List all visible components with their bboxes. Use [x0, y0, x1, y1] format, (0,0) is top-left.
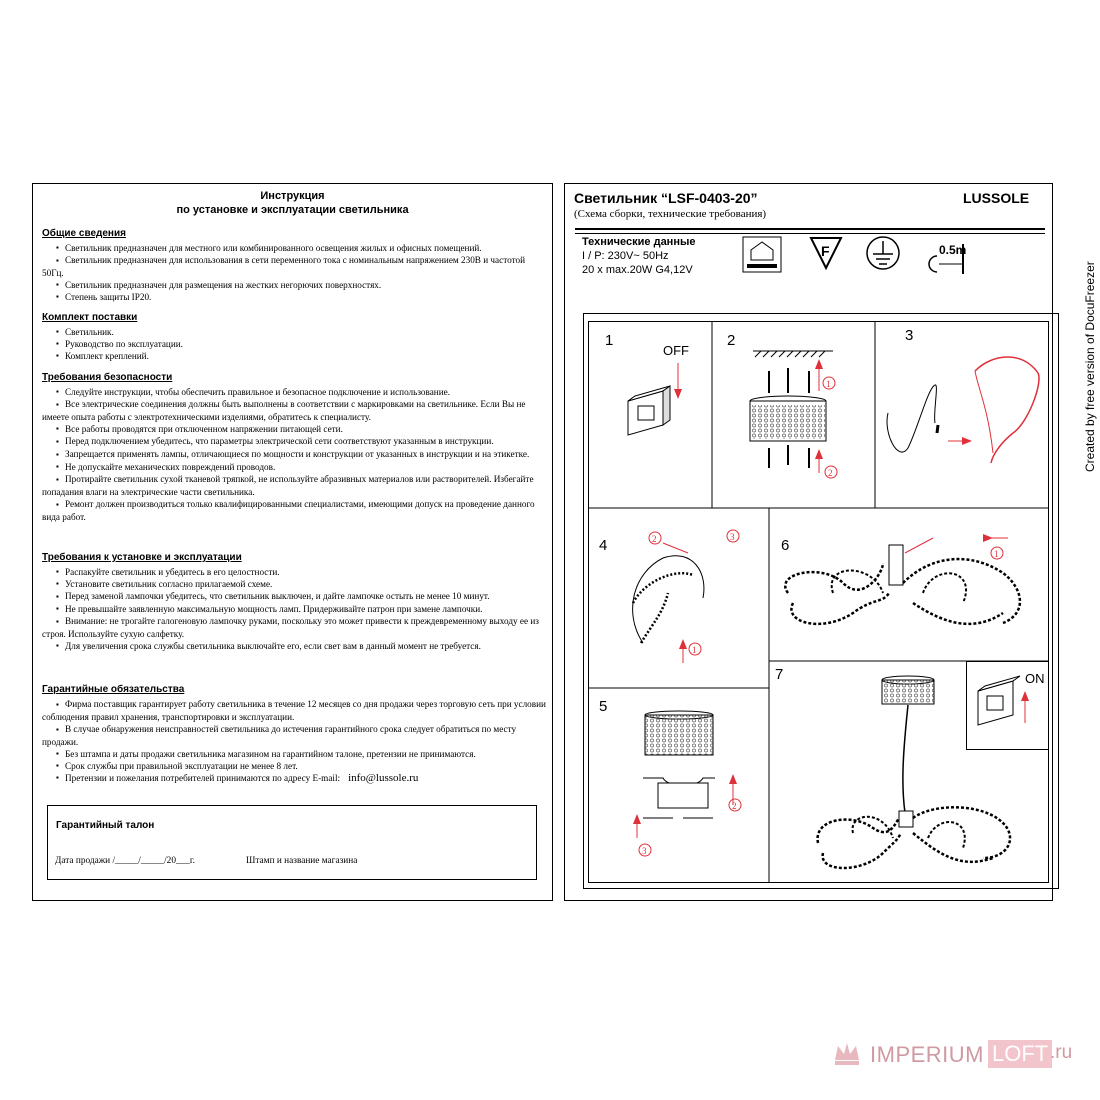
- svg-text:3: 3: [730, 532, 735, 542]
- list-item: ▪ Запрещается применять лампы, отличающиеся по мощности и конструкции от указанных в инструкции и на этикетке.: [56, 449, 530, 459]
- svg-text:2: 2: [652, 534, 657, 544]
- svg-text:1: 1: [826, 379, 831, 389]
- distance-icon: [929, 243, 966, 274]
- list-item: ▪ Комплект креплений.: [56, 351, 149, 361]
- list-item: ▪ Все электрические соединения должны быть выполнены в соответствии с маркировками на светильнике. Если Вы не имеете опыта работы с электротехническими изделиями, обратитесь к специалисту.: [42, 399, 526, 422]
- section-heading: Требования безопасности: [42, 372, 173, 383]
- canopy-install-icon: [633, 711, 737, 838]
- step-7: 7: [775, 666, 784, 683]
- divider: [575, 228, 1045, 230]
- list-item: ▪ Ремонт должен производиться только квалифицированными специалистами, имеющими допуск на проведение данного вида работ.: [42, 499, 535, 522]
- section-heading: Требования к установке и эксплуатации: [42, 552, 242, 563]
- list-item: ▪ Без штампа и даты продажи светильника магазином на гарантийном талоне, претензии не принимаются.: [56, 749, 476, 759]
- logo-part3: .ru: [1050, 1042, 1073, 1063]
- callout-6: [991, 547, 1003, 559]
- list-item: ▪ Светильник предназначен для размещения на жестких негорючих поверхностях.: [56, 280, 382, 290]
- svg-text:2: 2: [732, 801, 737, 811]
- warranty-title: Гарантийный талон: [56, 820, 155, 831]
- section-heading: Общие сведения: [42, 228, 126, 239]
- mount-plate-icon: [750, 351, 833, 473]
- list-item: ▪ Претензии и пожелания потребителей принимаются по адресу E-mail: info@lussole.ru: [56, 772, 419, 784]
- section-safety: [42, 372, 547, 523]
- instruction-panel: [32, 183, 553, 901]
- f-mark-icon: [811, 238, 841, 268]
- callout-4c: [689, 643, 701, 655]
- spec-power: I / P: 230V~ 50Hz: [582, 250, 669, 262]
- svg-text:1: 1: [994, 549, 999, 559]
- step-3: 3: [905, 327, 914, 344]
- switch-off-icon: [628, 363, 682, 435]
- svg-text:2: 2: [828, 468, 833, 478]
- house-mark-icon: [743, 237, 781, 272]
- list-item: ▪ Светильник предназначен для использования в сети переменного тока с номинальным напряжением 230В и частотой 50Гц.: [42, 255, 525, 278]
- email-text: info@lussole.ru: [348, 772, 419, 784]
- instruction-subtitle: по установке и эксплуатации светильника: [176, 204, 409, 216]
- callout-2b: [825, 466, 837, 478]
- section-guarantee: [42, 684, 547, 784]
- logo-part2: LOFT: [988, 1040, 1052, 1068]
- list-item: ▪ Все работы проводятся при отключенном напряжении питающей сети.: [56, 424, 343, 434]
- svg-text:F: F: [821, 243, 830, 259]
- svg-text:3: 3: [642, 846, 647, 856]
- list-item: ▪ Срок службы при правильной эксплуатации не менее 8 лет.: [56, 761, 298, 771]
- chandelier-icon-6: [785, 534, 1020, 624]
- wire-icon: [887, 357, 1039, 463]
- distance-label: 0.5m: [939, 243, 967, 257]
- assembly-diagram: [583, 313, 1063, 891]
- list-item: ▪ Внимание: не трогайте галогеновую лампочку руками, поскольку это может привести к преждевременному выходу ее из строя. Используйте сухую салфетку.: [42, 616, 539, 639]
- crown-logo-icon: [830, 1038, 864, 1068]
- callout-5a: [729, 799, 741, 811]
- list-item: ▪ Перед заменой лампочки убедитесь, что светильник выключен, и дайте лампочке остыть не менее 10 минут.: [56, 591, 490, 601]
- step-4: 4: [599, 537, 608, 554]
- scheme-subtitle: (Схема сборки, технические требования): [574, 208, 767, 220]
- step-2: 2: [727, 332, 736, 349]
- spec-icons: [741, 234, 971, 276]
- section-general: [42, 228, 547, 303]
- off-label: OFF: [663, 343, 689, 358]
- svg-text:1: 1: [692, 645, 697, 655]
- list-item: ▪ Светильник предназначен для местного или комбинированного освещения жилых и офисных помещений.: [56, 243, 482, 253]
- stamp-field: Штамп и название магазина: [246, 856, 358, 866]
- section-heading: Гарантийные обязательства: [42, 684, 185, 695]
- callout-2a: [823, 377, 835, 389]
- ground-icon: [867, 237, 899, 269]
- list-item: ▪ Светильник.: [56, 327, 114, 337]
- callout-4a: [649, 532, 661, 544]
- brand-name: LUSSOLE: [963, 190, 1030, 206]
- list-item: ▪ В случае обнаружения неисправностей светильника до истечения гарантийного срока следует обратиться по месту продажи.: [42, 724, 517, 747]
- list-item: ▪ Руководство по эксплуатации.: [56, 339, 183, 349]
- list-item: ▪ Протирайте светильник сухой тканевой тряпкой, не используйте абразивных материалов или растворителей. Избегайте попадания влаги на электрические части светильника.: [42, 474, 534, 497]
- callout-4b: [727, 530, 739, 542]
- logo-part1: IMPERIUM: [870, 1042, 984, 1067]
- spec-lamps: 20 x max.20W G4,12V: [582, 264, 693, 276]
- step-1: 1: [605, 332, 614, 349]
- list-item: ▪ Не допускайте механических повреждений проводов.: [56, 462, 276, 472]
- on-label: ON: [1025, 671, 1045, 686]
- list-item: ▪ Следуйте инструкции, чтобы обеспечить правильное и безопасное подключение и использование.: [56, 387, 450, 397]
- section-heading: Комплект поставки: [42, 312, 138, 323]
- step-5-label: 6: [781, 537, 790, 554]
- switch-on-icon: [978, 676, 1029, 725]
- list-item: ▪ Степень защиты IP20.: [56, 292, 152, 302]
- list-item: ▪ Перед подключением убедитесь, что параметры электрической сети соответствуют указанным в инструкции.: [56, 436, 494, 446]
- callout-5b: [639, 844, 651, 856]
- warranty-card: [47, 805, 537, 880]
- step-5: 5: [599, 698, 608, 715]
- list-item: ▪ Фирма поставщик гарантирует работу светильника в течение 12 месяцев со дня продажи через торговую сеть при условии соблюдения правил хранения, транспортировки и эксплуатации.: [42, 699, 546, 722]
- list-item: ▪ Не превышайте заявленную максимальную мощность ламп. Придерживайте патрон при замене лампочки.: [56, 604, 483, 614]
- list-item: ▪ Установите светильник согласно прилагаемой схеме.: [56, 579, 273, 589]
- specs-title: Технические данные: [582, 236, 696, 248]
- sale-date-field: Дата продажи /_____/_____/20___г.: [55, 856, 196, 866]
- docufreezer-watermark: Created by free version of DocuFreezer: [1083, 261, 1097, 472]
- product-title: Светильник “LSF-0403-20”: [574, 190, 758, 206]
- list-item: ▪ Для увеличения срока службы светильника выключайте его, если свет вам в данный момент не требуется.: [56, 641, 481, 651]
- section-installation: [42, 552, 547, 652]
- list-item: ▪ Распакуйте светильник и убедитесь в его целостности.: [56, 567, 280, 577]
- section-package: [42, 312, 547, 362]
- instruction-title: Инструкция: [260, 190, 325, 202]
